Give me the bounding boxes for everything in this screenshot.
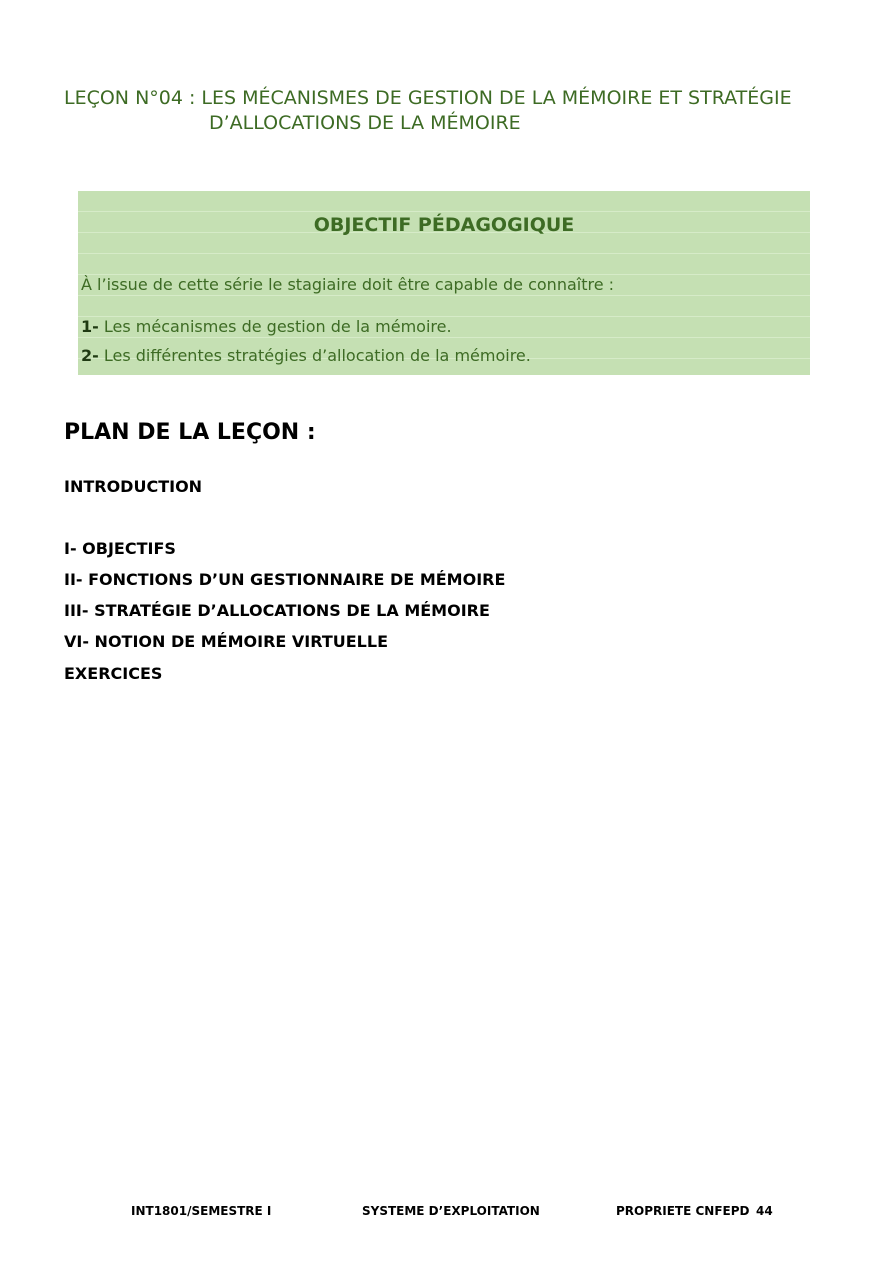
- objective-item: [81, 346, 531, 365]
- plan-item-fonctions: II- FONCTIONS D’UN GESTIONNAIRE DE MÉMOIRE: [64, 570, 506, 589]
- footer-subject: SYSTEME D’EXPLOITATION: [362, 1204, 540, 1218]
- footer-page-number: 44: [756, 1204, 773, 1218]
- objective-item-text: Les mécanismes de gestion de la mémoire.: [98, 317, 452, 336]
- plan-item-exercices: EXERCICES: [64, 664, 163, 683]
- objective-item: [81, 317, 452, 336]
- footer-course: INT1801/SEMESTRE I: [131, 1204, 272, 1218]
- footer-owner: PROPRIETE CNFEPD: [616, 1204, 750, 1218]
- lesson-title-line1: LEÇON N°04 : LES MÉCANISMES DE GESTION DE LA MÉMOIRE ET STRATÉGIE: [64, 87, 792, 109]
- objective-item-text: Les différentes stratégies d’allocation de la mémoire.: [98, 346, 531, 365]
- lesson-title-line2: D’ALLOCATIONS DE LA MÉMOIRE: [209, 112, 521, 134]
- lesson-title: [64, 86, 844, 136]
- plan-item-introduction: INTRODUCTION: [64, 477, 203, 496]
- plan-item-objectifs: I- OBJECTIFS: [64, 539, 176, 558]
- plan-item-memoire-virtuelle: VI- NOTION DE MÉMOIRE VIRTUELLE: [64, 632, 388, 651]
- objective-intro: À l’issue de cette série le stagiaire doit être capable de connaître :: [81, 275, 615, 294]
- plan-item-strategie: III- STRATÉGIE D’ALLOCATIONS DE LA MÉMOIRE: [64, 601, 490, 620]
- objective-box: [78, 191, 810, 375]
- objective-item-number: 1-: [81, 317, 99, 336]
- objective-heading: OBJECTIF PÉDAGOGIQUE: [313, 214, 575, 236]
- objective-item-number: 2-: [81, 346, 99, 365]
- plan-heading: PLAN DE LA LEÇON :: [64, 420, 316, 445]
